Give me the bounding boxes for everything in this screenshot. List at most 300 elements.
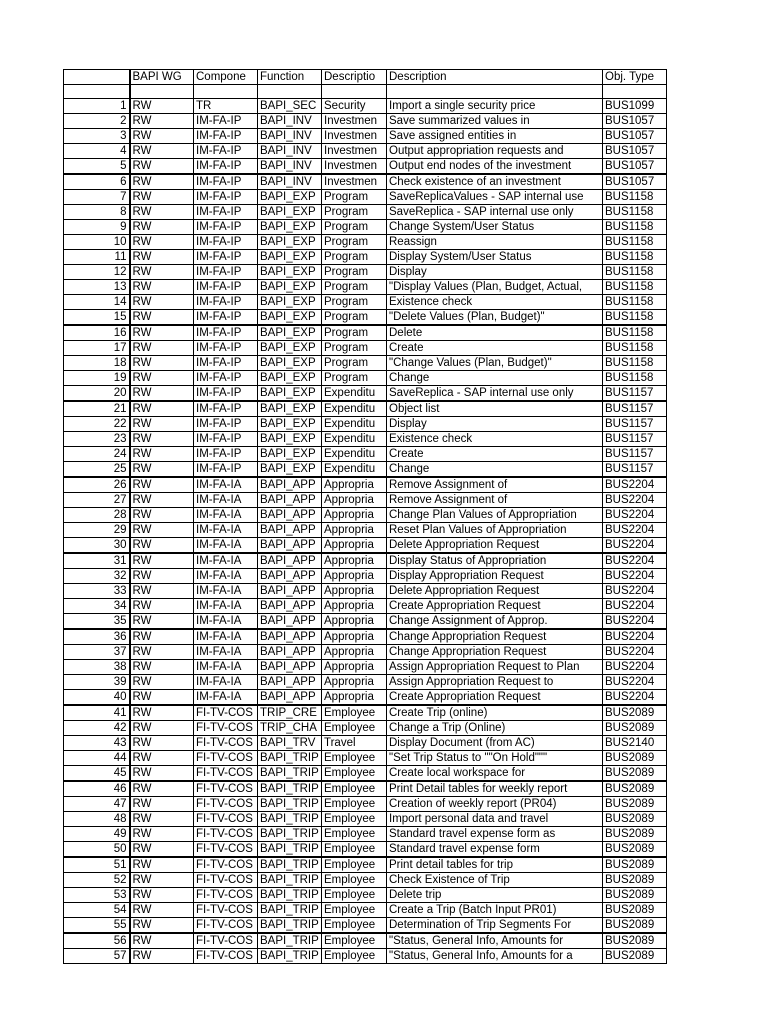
obj-type-cell: BUS1157 — [603, 386, 667, 402]
function-cell: BAPI_APP — [258, 675, 322, 690]
header-description-short: Descriptio — [322, 70, 387, 85]
function-cell: BAPI_EXP — [258, 280, 322, 295]
obj-type-cell: BUS2089 — [603, 705, 667, 721]
table-row — [64, 781, 667, 797]
component-cell: FI-TV-COS — [194, 766, 258, 782]
description-short-cell: Program — [322, 356, 387, 371]
bapi-wg-cell: RW — [130, 493, 194, 508]
description-cell: SaveReplicaValues - SAP internal use — [387, 190, 603, 205]
function-cell: TRIP_CHA — [258, 721, 322, 736]
description-cell: Existence check — [387, 432, 603, 447]
description-cell: Reset Plan Values of Appropriation — [387, 523, 603, 538]
description-short-cell: Employee — [322, 903, 387, 918]
row-number: 51 — [64, 857, 130, 873]
description-short-cell: Investmen — [322, 114, 387, 129]
table-row — [64, 280, 667, 295]
obj-type-cell: BUS1158 — [603, 280, 667, 295]
table-row — [64, 599, 667, 614]
row-number: 27 — [64, 493, 130, 508]
function-cell: BAPI_APP — [258, 584, 322, 599]
function-cell: BAPI_APP — [258, 614, 322, 630]
bapi-wg-cell: RW — [130, 341, 194, 356]
description-short-cell: Program — [322, 310, 387, 326]
component-cell: IM-FA-IP — [194, 371, 258, 386]
bapi-wg-cell: RW — [130, 477, 194, 493]
description-short-cell: Appropria — [322, 584, 387, 599]
function-cell: BAPI_APP — [258, 553, 322, 569]
function-cell: BAPI_APP — [258, 523, 322, 538]
description-short-cell: Employee — [322, 705, 387, 721]
component-cell: IM-FA-IP — [194, 447, 258, 462]
obj-type-cell: BUS2204 — [603, 584, 667, 599]
table-row — [64, 265, 667, 280]
description-short-cell: Appropria — [322, 614, 387, 630]
function-cell: BAPI_APP — [258, 629, 322, 645]
description-short-cell: Employee — [322, 888, 387, 903]
component-cell: IM-FA-IP — [194, 341, 258, 356]
component-cell: IM-FA-IP — [194, 265, 258, 280]
table-row — [64, 371, 667, 386]
obj-type-cell: BUS1158 — [603, 205, 667, 220]
row-number: 16 — [64, 325, 130, 341]
bapi-wg-cell: RW — [130, 614, 194, 630]
function-cell: BAPI_EXP — [258, 250, 322, 265]
table-row — [64, 873, 667, 888]
description-short-cell: Appropria — [322, 493, 387, 508]
table-row — [64, 888, 667, 903]
table-row — [64, 159, 667, 175]
bapi-wg-cell: RW — [130, 325, 194, 341]
row-number: 55 — [64, 918, 130, 934]
component-cell: IM-FA-IP — [194, 235, 258, 250]
description-cell: "Change Values (Plan, Budget)" — [387, 356, 603, 371]
obj-type-cell: BUS1057 — [603, 144, 667, 159]
obj-type-cell: BUS1157 — [603, 432, 667, 447]
description-short-cell: Program — [322, 265, 387, 280]
description-short-cell: Appropria — [322, 660, 387, 675]
obj-type-cell: BUS2204 — [603, 569, 667, 584]
function-cell: BAPI_EXP — [258, 310, 322, 326]
component-cell: IM-FA-IP — [194, 174, 258, 190]
description-cell: Change Plan Values of Appropriation — [387, 508, 603, 523]
description-short-cell: Employee — [322, 873, 387, 888]
table-row — [64, 250, 667, 265]
function-cell: BAPI_TRIP — [258, 888, 322, 903]
function-cell: BAPI_TRIP — [258, 903, 322, 918]
row-number: 8 — [64, 205, 130, 220]
obj-type-cell: BUS2204 — [603, 477, 667, 493]
obj-type-cell: BUS2089 — [603, 781, 667, 797]
blank-cell — [194, 85, 258, 99]
table-row — [64, 933, 667, 949]
description-short-cell: Expenditu — [322, 386, 387, 402]
table-row — [64, 477, 667, 493]
row-number: 34 — [64, 599, 130, 614]
table-row — [64, 295, 667, 310]
description-cell: Create Appropriation Request — [387, 599, 603, 614]
table-row — [64, 386, 667, 402]
description-short-cell: Employee — [322, 812, 387, 827]
description-cell: Delete Appropriation Request — [387, 538, 603, 554]
bapi-wg-cell: RW — [130, 599, 194, 614]
table-row — [64, 144, 667, 159]
row-number: 4 — [64, 144, 130, 159]
function-cell: BAPI_EXP — [258, 371, 322, 386]
function-cell: BAPI_EXP — [258, 462, 322, 478]
description-cell: Print detail tables for trip — [387, 857, 603, 873]
description-cell: Change — [387, 371, 603, 386]
component-cell: IM-FA-IP — [194, 432, 258, 447]
row-number: 14 — [64, 295, 130, 310]
bapi-wg-cell: RW — [130, 751, 194, 766]
function-cell: BAPI_TRV — [258, 736, 322, 751]
description-short-cell: Program — [322, 371, 387, 386]
bapi-wg-cell: RW — [130, 842, 194, 858]
table-row — [64, 660, 667, 675]
table-row — [64, 705, 667, 721]
component-cell: FI-TV-COS — [194, 949, 258, 964]
obj-type-cell: BUS1158 — [603, 371, 667, 386]
header-num — [64, 70, 130, 85]
table-row — [64, 918, 667, 934]
blank-cell — [322, 85, 387, 99]
description-short-cell: Appropria — [322, 629, 387, 645]
table-row — [64, 462, 667, 478]
component-cell: FI-TV-COS — [194, 903, 258, 918]
row-number: 2 — [64, 114, 130, 129]
component-cell: IM-FA-IP — [194, 159, 258, 175]
row-number: 11 — [64, 250, 130, 265]
description-cell: Change a Trip (Online) — [387, 721, 603, 736]
table-row — [64, 614, 667, 630]
function-cell: BAPI_APP — [258, 660, 322, 675]
obj-type-cell: BUS2089 — [603, 857, 667, 873]
row-number: 26 — [64, 477, 130, 493]
description-short-cell: Employee — [322, 781, 387, 797]
obj-type-cell: BUS2089 — [603, 903, 667, 918]
row-number: 15 — [64, 310, 130, 326]
bapi-wg-cell: RW — [130, 523, 194, 538]
blank-cell — [603, 85, 667, 99]
component-cell: FI-TV-COS — [194, 705, 258, 721]
function-cell: BAPI_INV — [258, 114, 322, 129]
bapi-wg-cell: RW — [130, 690, 194, 706]
bapi-wg-cell: RW — [130, 220, 194, 235]
description-short-cell: Employee — [322, 797, 387, 812]
row-number: 21 — [64, 401, 130, 417]
obj-type-cell: BUS1158 — [603, 356, 667, 371]
bapi-wg-cell: RW — [130, 857, 194, 873]
function-cell: BAPI_TRIP — [258, 873, 322, 888]
description-short-cell: Program — [322, 280, 387, 295]
row-number: 31 — [64, 553, 130, 569]
bapi-wg-cell: RW — [130, 129, 194, 144]
description-short-cell: Investmen — [322, 129, 387, 144]
description-cell: Remove Assignment of — [387, 477, 603, 493]
row-number: 28 — [64, 508, 130, 523]
obj-type-cell: BUS2089 — [603, 797, 667, 812]
row-number: 47 — [64, 797, 130, 812]
bapi-wg-cell: RW — [130, 918, 194, 934]
bapi-wg-cell: RW — [130, 159, 194, 175]
function-cell: BAPI_TRIP — [258, 842, 322, 858]
function-cell: BAPI_EXP — [258, 356, 322, 371]
description-short-cell: Travel — [322, 736, 387, 751]
component-cell: FI-TV-COS — [194, 812, 258, 827]
row-number: 53 — [64, 888, 130, 903]
component-cell: IM-FA-IP — [194, 401, 258, 417]
function-cell: BAPI_EXP — [258, 265, 322, 280]
description-cell: Create a Trip (Batch Input PR01) — [387, 903, 603, 918]
description-cell: Assign Appropriation Request to Plan — [387, 660, 603, 675]
row-number: 19 — [64, 371, 130, 386]
function-cell: BAPI_EXP — [258, 417, 322, 432]
component-cell: FI-TV-COS — [194, 721, 258, 736]
description-short-cell: Appropria — [322, 477, 387, 493]
bapi-wg-cell: RW — [130, 888, 194, 903]
obj-type-cell: BUS2204 — [603, 599, 667, 614]
row-number: 32 — [64, 569, 130, 584]
function-cell: BAPI_EXP — [258, 325, 322, 341]
obj-type-cell: BUS2204 — [603, 645, 667, 660]
description-short-cell: Employee — [322, 933, 387, 949]
description-short-cell: Expenditu — [322, 447, 387, 462]
row-number: 5 — [64, 159, 130, 175]
bapi-wg-cell: RW — [130, 797, 194, 812]
obj-type-cell: BUS1057 — [603, 159, 667, 175]
row-number: 56 — [64, 933, 130, 949]
component-cell: FI-TV-COS — [194, 751, 258, 766]
description-short-cell: Program — [322, 295, 387, 310]
function-cell: BAPI_APP — [258, 690, 322, 706]
blank-cell — [130, 85, 194, 99]
description-short-cell: Investmen — [322, 159, 387, 175]
table-row — [64, 310, 667, 326]
table-row — [64, 842, 667, 858]
row-number: 57 — [64, 949, 130, 964]
description-cell: Display Appropriation Request — [387, 569, 603, 584]
description-cell: Delete trip — [387, 888, 603, 903]
obj-type-cell: BUS1158 — [603, 341, 667, 356]
description-short-cell: Expenditu — [322, 462, 387, 478]
description-short-cell: Program — [322, 235, 387, 250]
obj-type-cell: BUS2089 — [603, 766, 667, 782]
table-row — [64, 325, 667, 341]
description-short-cell: Employee — [322, 827, 387, 842]
obj-type-cell: BUS2089 — [603, 812, 667, 827]
table-row — [64, 493, 667, 508]
row-number: 52 — [64, 873, 130, 888]
bapi-wg-cell: RW — [130, 827, 194, 842]
function-cell: BAPI_SEC — [258, 99, 322, 114]
component-cell: IM-FA-IP — [194, 325, 258, 341]
function-cell: BAPI_APP — [258, 645, 322, 660]
description-short-cell: Appropria — [322, 538, 387, 554]
bapi-wg-cell: RW — [130, 356, 194, 371]
table-row — [64, 569, 667, 584]
function-cell: BAPI_EXP — [258, 432, 322, 447]
description-short-cell: Appropria — [322, 690, 387, 706]
description-cell: Reassign — [387, 235, 603, 250]
bapi-wg-cell: RW — [130, 371, 194, 386]
bapi-wg-cell: RW — [130, 174, 194, 190]
component-cell: IM-FA-IA — [194, 569, 258, 584]
description-short-cell: Expenditu — [322, 401, 387, 417]
row-number: 7 — [64, 190, 130, 205]
description-cell: Standard travel expense form — [387, 842, 603, 858]
description-short-cell: Employee — [322, 842, 387, 858]
component-cell: FI-TV-COS — [194, 918, 258, 934]
obj-type-cell: BUS2204 — [603, 538, 667, 554]
function-cell: BAPI_EXP — [258, 205, 322, 220]
component-cell: IM-FA-IA — [194, 493, 258, 508]
blank-cell — [258, 85, 322, 99]
description-short-cell: Appropria — [322, 523, 387, 538]
row-number: 12 — [64, 265, 130, 280]
description-cell: Display — [387, 265, 603, 280]
function-cell: BAPI_APP — [258, 599, 322, 614]
component-cell: IM-FA-IP — [194, 462, 258, 478]
description-short-cell: Appropria — [322, 645, 387, 660]
description-short-cell: Expenditu — [322, 432, 387, 447]
obj-type-cell: BUS2204 — [603, 690, 667, 706]
component-cell: FI-TV-COS — [194, 736, 258, 751]
bapi-wg-cell: RW — [130, 417, 194, 432]
function-cell: BAPI_INV — [258, 174, 322, 190]
description-short-cell: Employee — [322, 949, 387, 964]
description-cell: Object list — [387, 401, 603, 417]
bapi-wg-cell: RW — [130, 508, 194, 523]
obj-type-cell: BUS1099 — [603, 99, 667, 114]
function-cell: BAPI_EXP — [258, 401, 322, 417]
row-number: 10 — [64, 235, 130, 250]
row-number: 35 — [64, 614, 130, 630]
row-number: 36 — [64, 629, 130, 645]
obj-type-cell: BUS1157 — [603, 401, 667, 417]
description-cell: Import personal data and travel — [387, 812, 603, 827]
row-number: 41 — [64, 705, 130, 721]
description-cell: Existence check — [387, 295, 603, 310]
function-cell: BAPI_EXP — [258, 235, 322, 250]
description-cell: Change Appropriation Request — [387, 645, 603, 660]
function-cell: BAPI_APP — [258, 508, 322, 523]
function-cell: BAPI_TRIP — [258, 812, 322, 827]
table-row — [64, 401, 667, 417]
bapi-wg-cell: RW — [130, 645, 194, 660]
obj-type-cell: BUS1157 — [603, 417, 667, 432]
description-short-cell: Program — [322, 190, 387, 205]
row-number: 39 — [64, 675, 130, 690]
table-row — [64, 645, 667, 660]
row-number: 18 — [64, 356, 130, 371]
function-cell: BAPI_INV — [258, 159, 322, 175]
obj-type-cell: BUS2089 — [603, 918, 667, 934]
row-number: 24 — [64, 447, 130, 462]
bapi-wg-cell: RW — [130, 812, 194, 827]
bapi-wg-cell: RW — [130, 949, 194, 964]
blank-row — [64, 85, 667, 99]
component-cell: FI-TV-COS — [194, 781, 258, 797]
component-cell: IM-FA-IA — [194, 523, 258, 538]
component-cell: TR — [194, 99, 258, 114]
obj-type-cell: BUS1158 — [603, 325, 667, 341]
bapi-wg-cell: RW — [130, 250, 194, 265]
obj-type-cell: BUS2140 — [603, 736, 667, 751]
row-number: 49 — [64, 827, 130, 842]
description-short-cell: Security — [322, 99, 387, 114]
description-cell: Display System/User Status — [387, 250, 603, 265]
obj-type-cell: BUS2089 — [603, 721, 667, 736]
component-cell: IM-FA-IP — [194, 144, 258, 159]
description-short-cell: Program — [322, 250, 387, 265]
bapi-wg-cell: RW — [130, 660, 194, 675]
obj-type-cell: BUS2204 — [603, 629, 667, 645]
description-cell: Print Detail tables for weekly report — [387, 781, 603, 797]
obj-type-cell: BUS2204 — [603, 614, 667, 630]
row-number: 1 — [64, 99, 130, 114]
bapi-wg-cell: RW — [130, 553, 194, 569]
description-short-cell: Investmen — [322, 144, 387, 159]
row-number: 9 — [64, 220, 130, 235]
description-cell: Delete — [387, 325, 603, 341]
bapi-wg-cell: RW — [130, 721, 194, 736]
description-cell: Assign Appropriation Request to — [387, 675, 603, 690]
table-row — [64, 721, 667, 736]
obj-type-cell: BUS1158 — [603, 190, 667, 205]
table-row — [64, 220, 667, 235]
component-cell: IM-FA-IA — [194, 675, 258, 690]
row-number: 20 — [64, 386, 130, 402]
bapi-wg-cell: RW — [130, 873, 194, 888]
table-row — [64, 508, 667, 523]
function-cell: BAPI_EXP — [258, 190, 322, 205]
row-number: 54 — [64, 903, 130, 918]
function-cell: BAPI_TRIP — [258, 827, 322, 842]
function-cell: BAPI_APP — [258, 569, 322, 584]
row-number: 37 — [64, 645, 130, 660]
obj-type-cell: BUS1157 — [603, 462, 667, 478]
function-cell: BAPI_TRIP — [258, 933, 322, 949]
description-short-cell: Appropria — [322, 553, 387, 569]
description-cell: Save summarized values in — [387, 114, 603, 129]
component-cell: IM-FA-IP — [194, 114, 258, 129]
obj-type-cell: BUS2204 — [603, 508, 667, 523]
table-row — [64, 903, 667, 918]
description-cell: Output end nodes of the investment — [387, 159, 603, 175]
bapi-wg-cell: RW — [130, 386, 194, 402]
description-cell: SaveReplica - SAP internal use only — [387, 386, 603, 402]
bapi-wg-cell: RW — [130, 903, 194, 918]
bapi-wg-cell: RW — [130, 447, 194, 462]
function-cell: BAPI_TRIP — [258, 766, 322, 782]
description-short-cell: Employee — [322, 766, 387, 782]
description-cell: Delete Appropriation Request — [387, 584, 603, 599]
description-cell: "Display Values (Plan, Budget, Actual, — [387, 280, 603, 295]
obj-type-cell: BUS1057 — [603, 114, 667, 129]
obj-type-cell: BUS2089 — [603, 873, 667, 888]
table-row — [64, 129, 667, 144]
blank-cell — [387, 85, 603, 99]
description-cell: Output appropriation requests and — [387, 144, 603, 159]
table-row — [64, 114, 667, 129]
component-cell: IM-FA-IA — [194, 690, 258, 706]
bapi-wg-cell: RW — [130, 584, 194, 599]
bapi-wg-cell: RW — [130, 705, 194, 721]
description-short-cell: Appropria — [322, 508, 387, 523]
component-cell: IM-FA-IP — [194, 310, 258, 326]
description-cell: Create local workspace for — [387, 766, 603, 782]
function-cell: BAPI_EXP — [258, 386, 322, 402]
